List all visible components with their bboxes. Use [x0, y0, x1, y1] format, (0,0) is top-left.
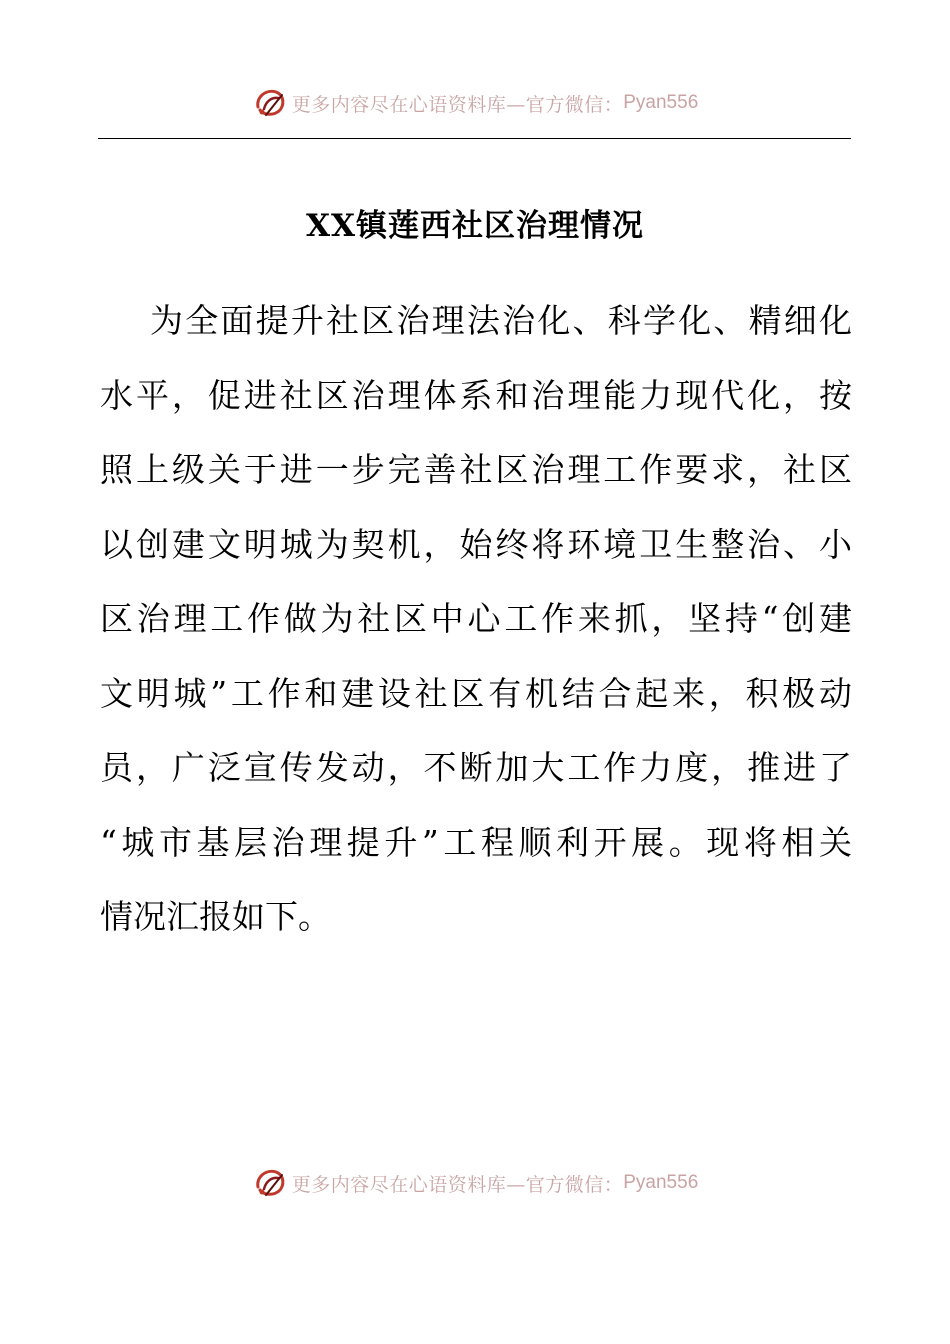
footer-banner	[0, 1163, 950, 1203]
paragraph-line: “城市基层治理提升”工程顺利开展。现将相关	[100, 822, 852, 862]
banner-text: 更多内容尽在心语资料库—官方微信：	[291, 1173, 624, 1196]
paragraph-line: 情况汇报如下。	[100, 897, 331, 936]
banner-wechat-id: Pyan556	[623, 92, 699, 113]
header-banner	[0, 83, 950, 123]
header-divider	[98, 138, 851, 139]
pen-swirl-logo-icon	[252, 85, 288, 121]
document-body	[100, 290, 852, 961]
paragraph-line: 照上级关于进一步完善社区治理工作要求，社区	[100, 450, 852, 489]
paragraph-line: 区治理工作做为社区中心工作来抓，坚持“创建	[100, 599, 852, 638]
paragraph-line: 水平，促进社区治理体系和治理能力现代化，按	[100, 375, 852, 415]
paragraph-line: 为全面提升社区治理法治化、科学化、精细化	[150, 301, 852, 340]
pen-swirl-logo-icon	[252, 1165, 288, 1201]
paragraph-line: 员，广泛宣传发动，不断加大工作力度，推进了	[100, 748, 852, 787]
banner-wechat-id: Pyan556	[623, 1172, 699, 1193]
paragraph-line: 文明城”工作和建设社区有机结合起来，积极动	[100, 673, 852, 713]
document-title: XX镇莲西社区治理情况	[305, 208, 645, 244]
paragraph-line: 以创建文明城为契机，始终将环境卫生整治、小	[100, 524, 852, 564]
banner-text: 更多内容尽在心语资料库—官方微信：	[291, 93, 624, 116]
